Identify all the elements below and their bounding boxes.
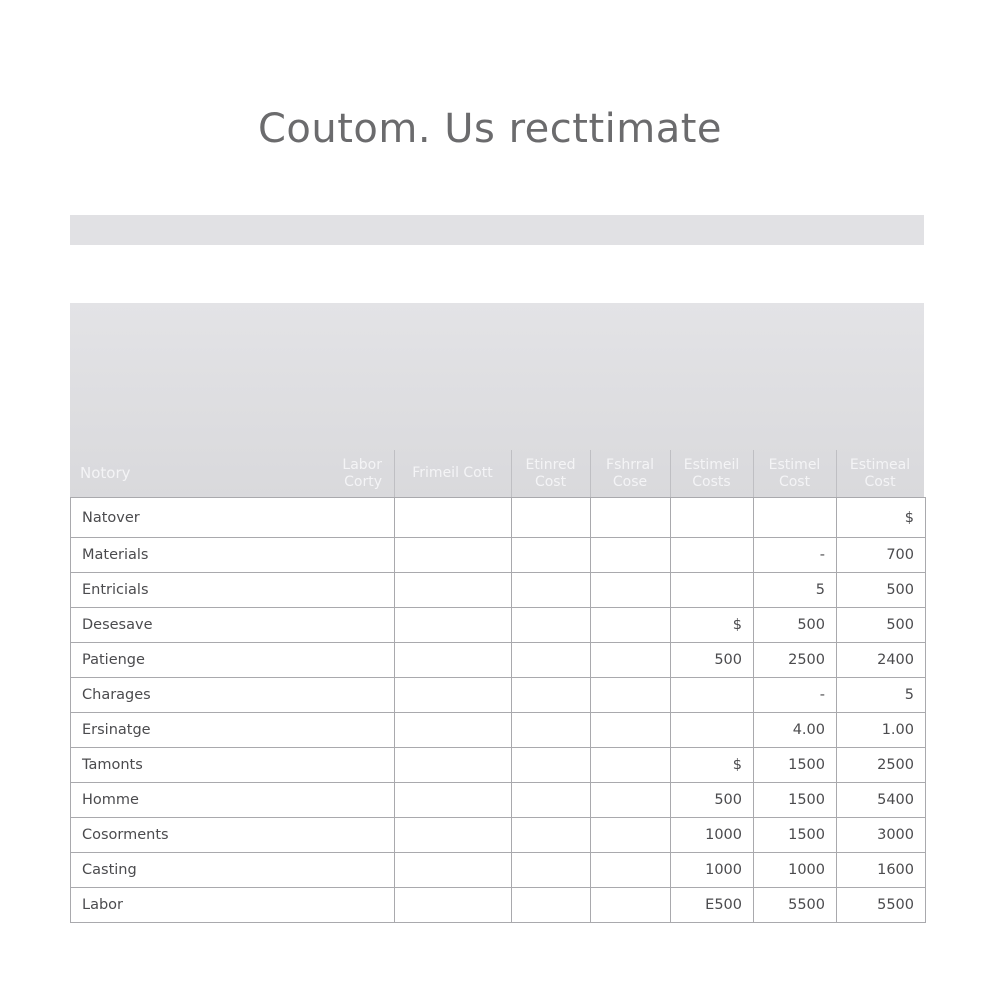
column-header-cost-1[interactable]: Frimeil Cott	[412, 465, 493, 481]
table-row[interactable]	[71, 538, 926, 573]
table-cell[interactable]	[591, 498, 671, 538]
table-cell[interactable]: 500	[671, 643, 754, 678]
table-cell[interactable]: $	[671, 748, 754, 783]
table-cell[interactable]	[395, 538, 512, 573]
table-cell[interactable]: 1500	[754, 748, 837, 783]
table-cell[interactable]: 1600	[837, 853, 926, 888]
table-cell[interactable]	[395, 678, 512, 713]
table-cell[interactable]: 5500	[754, 888, 837, 923]
table-row[interactable]	[71, 783, 926, 818]
row-label[interactable]: Tamonts	[71, 748, 395, 783]
table-cell[interactable]: $	[671, 608, 754, 643]
table-cell[interactable]	[591, 783, 671, 818]
table-cell[interactable]	[591, 643, 671, 678]
table-row[interactable]	[71, 853, 926, 888]
table-cell[interactable]	[512, 608, 591, 643]
table-row[interactable]	[71, 643, 926, 678]
table-cell[interactable]	[671, 573, 754, 608]
table-cell[interactable]: 500	[671, 783, 754, 818]
table-cell[interactable]	[512, 818, 591, 853]
table-cell[interactable]: 4.00	[754, 713, 837, 748]
table-cell[interactable]: 2400	[837, 643, 926, 678]
table-cell[interactable]	[591, 818, 671, 853]
table-cell[interactable]: -	[754, 538, 837, 573]
row-label[interactable]: Entricials	[71, 573, 395, 608]
table-cell[interactable]	[512, 748, 591, 783]
row-label[interactable]: Charages	[71, 678, 395, 713]
table-cell[interactable]	[591, 748, 671, 783]
row-label[interactable]: Desesave	[71, 608, 395, 643]
table-row[interactable]	[71, 573, 926, 608]
table-cell[interactable]: 3000	[837, 818, 926, 853]
row-label[interactable]: Materials	[71, 538, 395, 573]
table-cell[interactable]	[591, 888, 671, 923]
table-cell[interactable]	[512, 853, 591, 888]
table-cell[interactable]	[395, 713, 512, 748]
row-label[interactable]: Homme	[71, 783, 395, 818]
table-cell[interactable]	[395, 573, 512, 608]
row-label[interactable]: Casting	[71, 853, 395, 888]
table-row[interactable]	[71, 748, 926, 783]
table-cell[interactable]: 5400	[837, 783, 926, 818]
table-cell[interactable]: E500	[671, 888, 754, 923]
table-cell[interactable]	[512, 678, 591, 713]
table-cell[interactable]: 1000	[754, 853, 837, 888]
table-cell[interactable]: 1000	[671, 818, 754, 853]
table-cell[interactable]	[591, 538, 671, 573]
table-cell[interactable]: 1.00	[837, 713, 926, 748]
table-cell[interactable]	[671, 678, 754, 713]
row-label[interactable]: Ersinatge	[71, 713, 395, 748]
table-cell[interactable]	[395, 643, 512, 678]
table-cell[interactable]	[395, 748, 512, 783]
table-cell[interactable]: -	[754, 678, 837, 713]
table-cell[interactable]: 5500	[837, 888, 926, 923]
table-row[interactable]	[71, 818, 926, 853]
table-cell[interactable]: 5	[837, 678, 926, 713]
column-header-cost-5[interactable]: Estimel Cost	[768, 456, 821, 490]
table-cell[interactable]	[512, 888, 591, 923]
column-header-cost-6[interactable]: Estimeal Cost	[849, 456, 911, 490]
table-cell[interactable]: 1000	[671, 853, 754, 888]
table-cell[interactable]	[512, 783, 591, 818]
table-cell[interactable]	[395, 818, 512, 853]
table-cell[interactable]	[754, 498, 837, 538]
table-cell[interactable]: 5	[754, 573, 837, 608]
table-row[interactable]	[71, 678, 926, 713]
table-cell[interactable]: 2500	[754, 643, 837, 678]
table-cell[interactable]	[512, 573, 591, 608]
row-label[interactable]: Natover	[71, 498, 395, 538]
table-cell[interactable]	[395, 888, 512, 923]
row-label[interactable]: Cosorments	[71, 818, 395, 853]
table-cell[interactable]	[591, 573, 671, 608]
table-cell[interactable]	[591, 678, 671, 713]
column-header-item[interactable]: Notory	[80, 464, 131, 482]
toolbar-band	[70, 215, 924, 245]
table-cell[interactable]	[671, 713, 754, 748]
table-cell[interactable]	[591, 713, 671, 748]
table-cell[interactable]: 1500	[754, 783, 837, 818]
table-cell[interactable]: 500	[837, 608, 926, 643]
table-cell[interactable]: 500	[837, 573, 926, 608]
column-header-cost-2[interactable]: Etinred Cost	[525, 456, 576, 490]
table-cell[interactable]: 500	[754, 608, 837, 643]
table-cell[interactable]	[395, 783, 512, 818]
table-row[interactable]	[71, 888, 926, 923]
row-label[interactable]: Patienge	[71, 643, 395, 678]
table-cell[interactable]: 2500	[837, 748, 926, 783]
table-cell[interactable]	[591, 608, 671, 643]
table-cell[interactable]	[512, 498, 591, 538]
table-cell[interactable]: $	[837, 498, 926, 538]
column-header-cost-3[interactable]: Fshrral Cose	[606, 456, 654, 490]
table-cell[interactable]	[395, 498, 512, 538]
table-cell[interactable]	[512, 643, 591, 678]
table-row[interactable]	[71, 608, 926, 643]
table-cell[interactable]	[512, 538, 591, 573]
table-cell[interactable]: 1500	[754, 818, 837, 853]
table-cell[interactable]	[395, 608, 512, 643]
column-header-labor[interactable]: Labor Corty	[342, 456, 382, 490]
table-cell[interactable]	[395, 853, 512, 888]
estimate-table	[70, 497, 926, 923]
table-cell[interactable]	[671, 538, 754, 573]
row-label[interactable]: Labor	[71, 888, 395, 923]
table-row[interactable]	[71, 498, 926, 538]
column-header-cost-4[interactable]: Estimeil Costs	[683, 456, 740, 490]
table-row[interactable]	[71, 713, 926, 748]
table-cell[interactable]	[591, 853, 671, 888]
table-cell[interactable]: 700	[837, 538, 926, 573]
table-cell[interactable]	[512, 713, 591, 748]
table-cell[interactable]	[671, 498, 754, 538]
page-title: Coutom. Us recttimate	[257, 106, 723, 152]
